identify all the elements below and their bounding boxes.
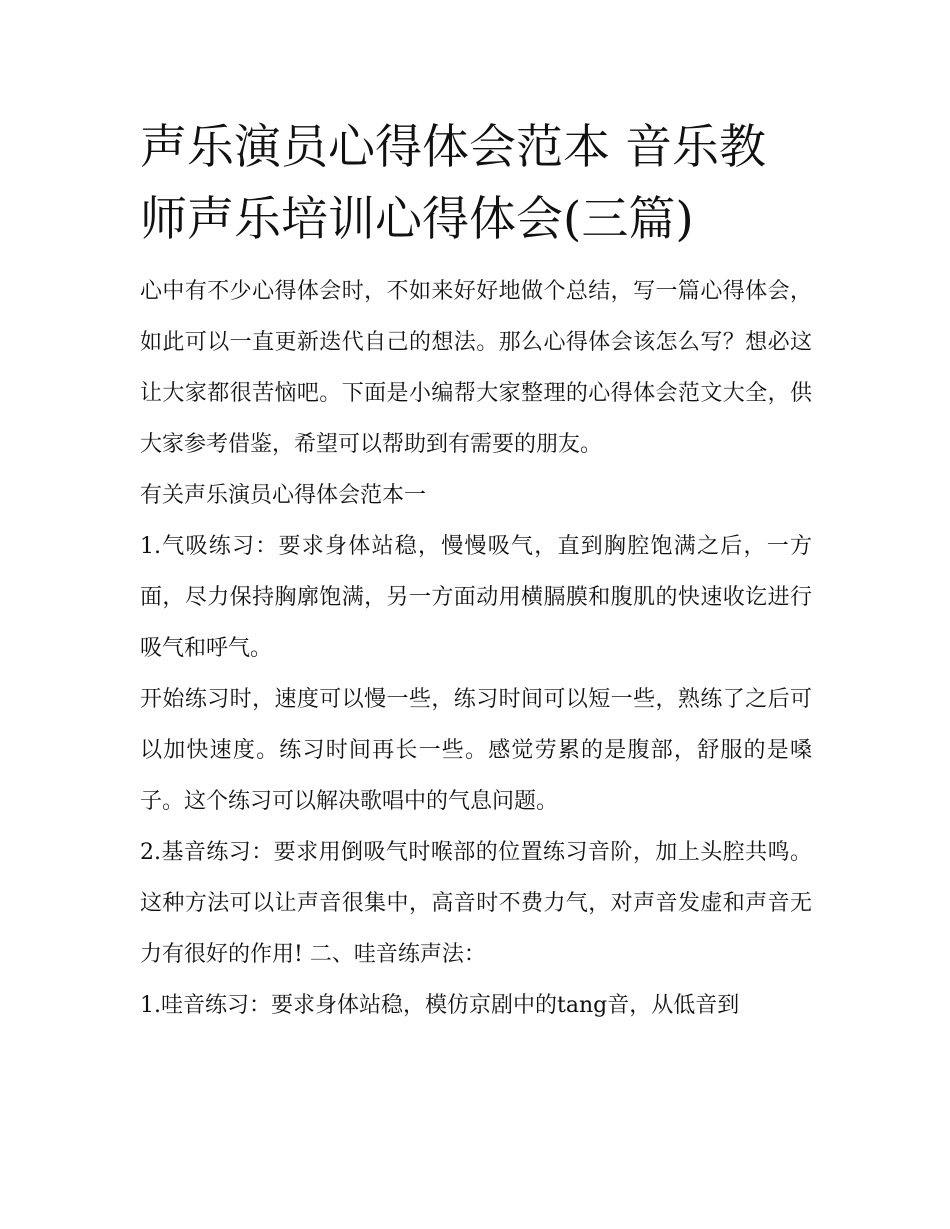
document-page bbox=[140, 112, 812, 1031]
base-tone-exercise-paragraph: 2.基音练习：要求用倒吸气时喉部的位置练习音阶，加上头腔共鸣。这种方法可以让声音很集中，高音时不费力气，对声音发虚和声音无力有很好的作用! 二、哇音练声法： bbox=[140, 840, 812, 967]
breath-exercise-paragraph: 1.气吸练习：要求身体站稳，慢慢吸气，直到胸腔饱满之后，一方面，尽力保持胸廓饱满，另一方面动用横膈膜和腹肌的快速收讫进行吸气和呼气。 bbox=[140, 534, 812, 661]
practice-tips-paragraph: 开始练习时，速度可以慢一些，练习时间可以短一些，熟练了之后可以加快速度。练习时间再长一些。感觉劳累的是腹部，舒服的是嗓子。这个练习可以解决歌唱中的气息问题。 bbox=[140, 687, 812, 814]
intro-paragraph: 心中有不少心得体会时，不如来好好地做个总结，写一篇心得体会，如此可以一直更新迭代自己的想法。那么心得体会该怎么写？想必这让大家都很苦恼吧。下面是小编帮大家整理的心得体会范文大全，供大家参考借鉴，希望可以帮助到有需要的朋友。 bbox=[140, 279, 812, 457]
document-title: 声乐演员心得体会范本 音乐教师声乐培训心得体会(三篇) bbox=[140, 120, 766, 247]
wa-tone-exercise-paragraph: 1.哇音练习：要求身体站稳，模仿京剧中的tang音，从低音到 bbox=[140, 993, 740, 1018]
section-heading: 有关声乐演员心得体会范本一 bbox=[140, 483, 427, 508]
